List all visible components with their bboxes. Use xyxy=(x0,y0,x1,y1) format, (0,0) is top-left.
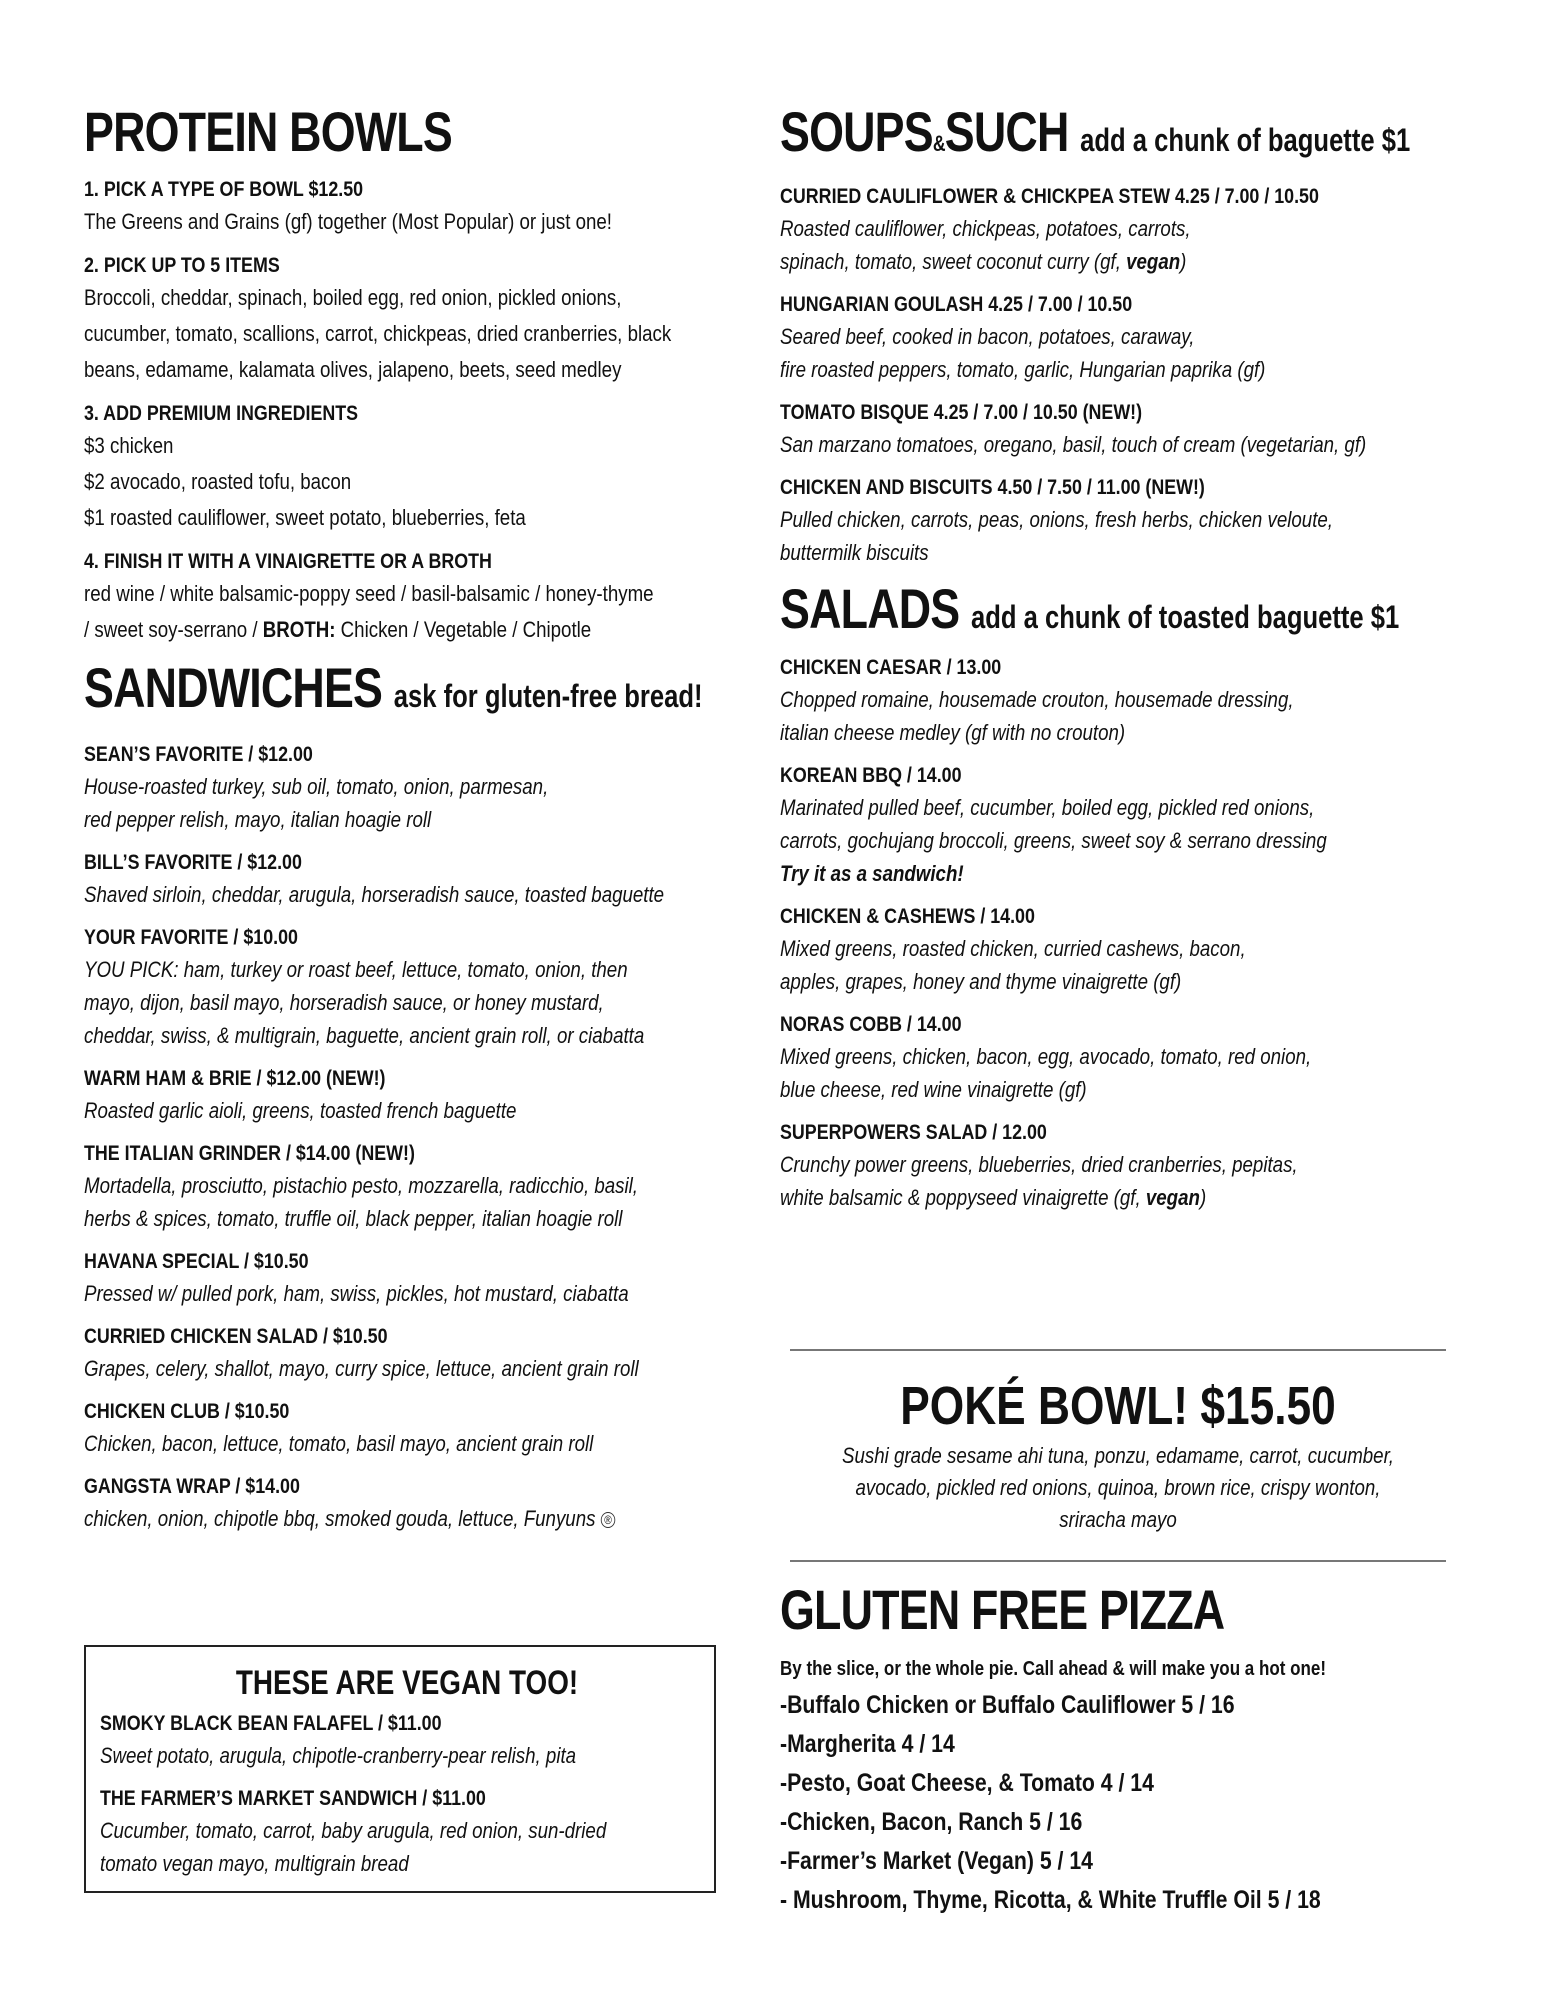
bowl-step-4-line-2 xyxy=(84,612,671,648)
salad-desc: Marinated pulled beef, cucumber, boiled egg, pickled red onions, xyxy=(780,795,1315,820)
soup-desc: Roasted cauliflower, chickpeas, potatoes, carrots, xyxy=(780,216,1191,241)
soup-desc: Pulled chicken, carrots, peas, onions, fresh herbs, chicken veloute, xyxy=(780,507,1333,532)
salad-desc: apples, grapes, honey and thyme vinaigrette (gf) xyxy=(780,969,1182,994)
protein-bowls-heading: PROTEIN BOWLS xyxy=(84,100,452,163)
salad-desc-end: ) xyxy=(1199,1185,1207,1210)
vegan-tag: vegan xyxy=(1126,249,1181,274)
sandwich-name: CURRIED CHICKEN SALAD / $10.50 xyxy=(84,1325,388,1348)
salad-name: CHICKEN & CASHEWS / 14.00 xyxy=(780,905,1035,928)
bowl-step-3: 3. ADD PREMIUM INGREDIENTS xyxy=(84,402,359,425)
soup-desc: San marzano tomatoes, oregano, basil, touch of cream (vegetarian, gf) xyxy=(780,432,1367,457)
soups-subtitle: add a chunk of baguette $1 xyxy=(1080,122,1411,158)
soup-desc-end: ) xyxy=(1180,249,1187,274)
soup-desc-text: spinach, tomato, sweet coconut curry (gf, xyxy=(780,249,1127,274)
divider-rule xyxy=(790,1560,1446,1562)
sandwich-name: HAVANA SPECIAL / $10.50 xyxy=(84,1250,309,1273)
soup-name: CHICKEN AND BISCUITS 4.50 / 7.50 / 11.00 (NEW!) xyxy=(780,476,1205,499)
pizza-section xyxy=(780,1578,1460,1920)
salads-subtitle: add a chunk of toasted baguette $1 xyxy=(971,599,1400,635)
bowl-step-4-line: red wine / white balsamic-poppy seed / basil-balsamic / honey-thyme xyxy=(84,581,654,606)
sandwich-name: BILL’S FAVORITE / $12.00 xyxy=(84,851,302,874)
divider-rule xyxy=(790,1349,1446,1351)
dressing-text: / sweet soy-serrano / xyxy=(84,617,263,642)
sandwich-desc: herbs & spices, tomato, truffle oil, black pepper, italian hoagie roll xyxy=(84,1206,623,1231)
salad-desc: Mixed greens, chicken, bacon, egg, avocado, tomato, red onion, xyxy=(780,1044,1312,1069)
sandwich-desc: House-roasted turkey, sub oil, tomato, onion, parmesan, xyxy=(84,774,549,799)
sandwich-item xyxy=(84,1064,774,1127)
soup-desc xyxy=(780,245,1358,278)
poke-heading: POKÉ BOWL! $15.50 xyxy=(900,1376,1336,1436)
pizza-heading: GLUTEN FREE PIZZA xyxy=(780,1578,1225,1641)
broth-label: BROTH: xyxy=(262,617,336,642)
poke-line: sriracha mayo xyxy=(1059,1507,1177,1532)
bowl-step-3-line: $1 roasted cauliflower, sweet potato, blueberries, feta xyxy=(84,505,526,530)
sandwich-desc: Shaved sirloin, cheddar, arugula, horseradish sauce, toasted baguette xyxy=(84,882,665,907)
salad-desc: Crunchy power greens, blueberries, dried cranberries, pepitas, xyxy=(780,1152,1298,1177)
salad-desc-text: white balsamic & poppyseed vinaigrette (gf, xyxy=(780,1185,1146,1210)
sandwich-item xyxy=(84,923,774,1052)
sandwich-item xyxy=(84,848,774,911)
vegan-heading: THESE ARE VEGAN TOO! xyxy=(235,1664,579,1702)
sandwiches-subtitle: ask for gluten-free bread! xyxy=(393,678,703,714)
pizza-item: -Buffalo Chicken or Buffalo Cauliflower 5 / 16 xyxy=(780,1691,1235,1719)
soup-desc: fire roasted peppers, tomato, garlic, Hungarian paprika (gf) xyxy=(780,357,1266,382)
pizza-item: - Mushroom, Thyme, Ricotta, & White Truffle Oil 5 / 18 xyxy=(780,1886,1321,1914)
salad-name: NORAS COBB / 14.00 xyxy=(780,1013,962,1036)
bowl-step-1: 1. PICK A TYPE OF BOWL $12.50 xyxy=(84,178,364,201)
vegan-item-desc: Sweet potato, arugula, chipotle-cranberry-pear relish, pita xyxy=(100,1743,577,1768)
pizza-item: -Margherita 4 / 14 xyxy=(780,1730,955,1758)
poke-description xyxy=(790,1440,1446,1536)
right-column xyxy=(780,100,1460,1214)
bowl-step-2-line: beans, edamame, kalamata olives, jalapeno, beets, seed medley xyxy=(84,357,622,382)
salad-name: SUPERPOWERS SALAD / 12.00 xyxy=(780,1121,1047,1144)
sandwich-name: SEAN’S FAVORITE / $12.00 xyxy=(84,743,313,766)
bowl-step-2-line: Broccoli, cheddar, spinach, boiled egg, red onion, pickled onions, xyxy=(84,285,622,310)
bowl-step-1-text: The Greens and Grains (gf) together (Most Popular) or just one! xyxy=(84,209,613,234)
sandwich-desc: Mortadella, prosciutto, pistachio pesto, mozzarella, radicchio, basil, xyxy=(84,1173,638,1198)
sandwich-item xyxy=(84,1139,774,1235)
vegan-item-name: THE FARMER’S MARKET SANDWICH / $11.00 xyxy=(100,1787,486,1810)
salad-name: KOREAN BBQ / 14.00 xyxy=(780,764,962,787)
sandwich-desc: red pepper relish, mayo, italian hoagie roll xyxy=(84,807,432,832)
soups-title-a: SOUPS xyxy=(780,100,933,163)
sandwich-desc: Chicken, bacon, lettuce, tomato, basil mayo, ancient grain roll xyxy=(84,1431,594,1456)
sandwich-item xyxy=(84,740,774,836)
pizza-item: -Farmer’s Market (Vegan) 5 / 14 xyxy=(780,1847,1093,1875)
sandwich-desc: chicken, onion, chipotle bbq, smoked gouda, lettuce, Funyuns xyxy=(84,1506,596,1531)
bowl-step-2: 2. PICK UP TO 5 ITEMS xyxy=(84,254,280,277)
salads-title: SALADS xyxy=(780,577,960,640)
bowl-step-4: 4. FINISH IT WITH A VINAIGRETTE OR A BROTH xyxy=(84,550,492,573)
bowl-step-3-line: $2 avocado, roasted tofu, bacon xyxy=(84,469,352,494)
salad-name: CHICKEN CAESAR / 13.00 xyxy=(780,656,1002,679)
sandwich-desc-with-mark xyxy=(84,1502,671,1537)
soup-name: HUNGARIAN GOULASH 4.25 / 7.00 / 10.50 xyxy=(780,293,1133,316)
vegan-item-desc: tomato vegan mayo, multigrain bread xyxy=(100,1851,409,1876)
sandwich-desc: YOU PICK: ham, turkey or roast beef, lettuce, tomato, onion, then xyxy=(84,957,628,982)
sandwich-item xyxy=(84,1397,774,1460)
vegan-box xyxy=(84,1645,716,1893)
pizza-item: -Pesto, Goat Cheese, & Tomato 4 / 14 xyxy=(780,1769,1154,1797)
sandwich-name: GANGSTA WRAP / $14.00 xyxy=(84,1475,300,1498)
soup-desc: buttermilk biscuits xyxy=(780,540,929,565)
salad-desc: Chopped romaine, housemade crouton, housemade dressing, xyxy=(780,687,1294,712)
sandwich-desc: cheddar, swiss, & multigrain, baguette, ancient grain roll, or ciabatta xyxy=(84,1023,645,1048)
soup-desc: Seared beef, cooked in bacon, potatoes, caraway, xyxy=(780,324,1195,349)
sandwich-item xyxy=(84,1472,774,1537)
soups-title-amp: & xyxy=(932,131,945,156)
sandwich-name: THE ITALIAN GRINDER / $14.00 (NEW!) xyxy=(84,1142,415,1165)
sandwich-desc: Roasted garlic aioli, greens, toasted french baguette xyxy=(84,1098,517,1123)
left-column xyxy=(84,100,774,1537)
salad-note: Try it as a sandwich! xyxy=(780,861,964,886)
pizza-item: -Chicken, Bacon, Ranch 5 / 16 xyxy=(780,1808,1083,1836)
poke-line: Sushi grade sesame ahi tuna, ponzu, edamame, carrot, cucumber, xyxy=(842,1443,1394,1468)
soup-name: TOMATO BISQUE 4.25 / 7.00 / 10.50 (NEW!) xyxy=(780,401,1143,424)
sandwich-desc: Grapes, celery, shallot, mayo, curry spice, lettuce, ancient grain roll xyxy=(84,1356,639,1381)
salad-desc: italian cheese medley (gf with no crouton) xyxy=(780,720,1126,745)
sandwiches-heading xyxy=(84,656,703,728)
salad-desc xyxy=(780,1181,1358,1214)
poke-line: avocado, pickled red onions, quinoa, brown rice, crispy wonton, xyxy=(855,1475,1381,1500)
sandwich-name: CHICKEN CLUB / $10.50 xyxy=(84,1400,290,1423)
bowl-step-3-line: $3 chicken xyxy=(84,433,174,458)
sandwich-desc: Pressed w/ pulled pork, ham, swiss, pickles, hot mustard, ciabatta xyxy=(84,1281,629,1306)
soups-title-b: SUCH xyxy=(944,100,1069,163)
vegan-item-desc: Cucumber, tomato, carrot, baby arugula, red onion, sun-dried xyxy=(100,1818,607,1843)
salad-desc: blue cheese, red wine vinaigrette (gf) xyxy=(780,1077,1087,1102)
registered-mark-icon: ® xyxy=(601,1512,615,1528)
salads-heading xyxy=(780,577,1400,649)
sandwich-desc: mayo, dijon, basil mayo, horseradish sauce, or honey mustard, xyxy=(84,990,604,1015)
sandwich-name: WARM HAM & BRIE / $12.00 (NEW!) xyxy=(84,1067,386,1090)
sandwiches-title: SANDWICHES xyxy=(84,656,383,719)
pizza-intro: By the slice, or the whole pie. Call ahead & will make you a hot one! xyxy=(780,1658,1327,1680)
sandwich-name: YOUR FAVORITE / $10.00 xyxy=(84,926,298,949)
sandwich-item xyxy=(84,1247,774,1310)
sandwich-item xyxy=(84,1322,774,1385)
soups-heading xyxy=(780,100,1411,176)
vegan-tag: vegan xyxy=(1145,1185,1200,1210)
salad-desc: carrots, gochujang broccoli, greens, sweet soy & serrano dressing xyxy=(780,828,1327,853)
soup-name: CURRIED CAULIFLOWER & CHICKPEA STEW 4.25 / 7.00 / 10.50 xyxy=(780,185,1319,208)
vegan-item-name: SMOKY BLACK BEAN FALAFEL / $11.00 xyxy=(100,1712,442,1735)
salad-desc: Mixed greens, roasted chicken, curried cashews, bacon, xyxy=(780,936,1246,961)
broth-options: Chicken / Vegetable / Chipotle xyxy=(335,617,592,642)
bowl-step-2-line: cucumber, tomato, scallions, carrot, chickpeas, dried cranberries, black xyxy=(84,321,672,346)
